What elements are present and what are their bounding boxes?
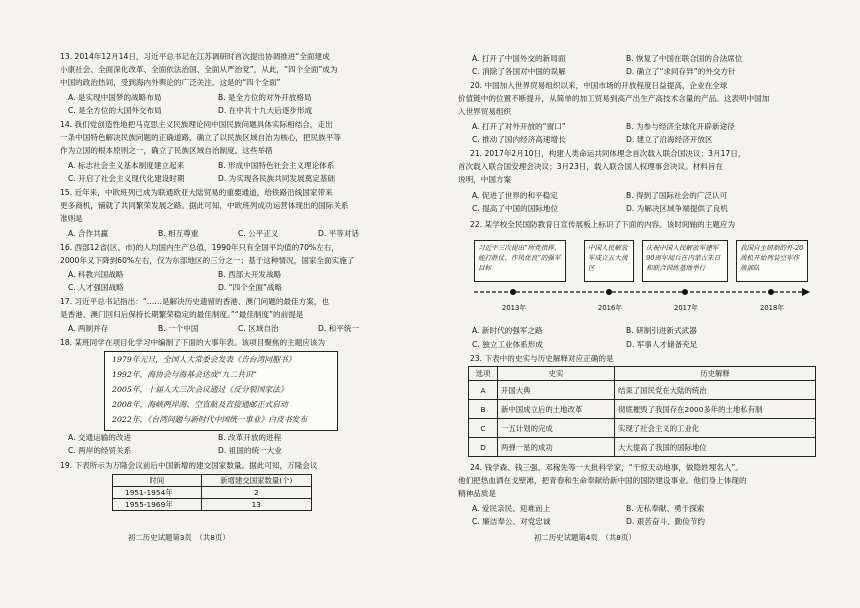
q15-text: 更多商机，铺就了共同繁荣发展之路。据此可知，中欧班列成功运营体现出的国际关系 [60,201,349,210]
q18-event: 1979年元旦，全国人大常委会发表《告台湾同胞书》 [112,355,296,364]
q22-timeline-card: 庆祝中国人民解放军建军90周年阅兵在内蒙古朱日和联合训练基地举行 [642,240,728,282]
table-cell: 彻底摧毁了我国存在2000多年的土地私有制 [615,400,816,419]
q22-option-c: C. 独立工业体系形成 [472,340,543,349]
q22-text: 22. 某学校全民国防教育日宣传展板上标识了下面的内容。该时间轴的主题应为 [470,220,736,229]
table-cell: C [469,419,498,438]
q15-option-c: C. 公平正义 [238,229,279,238]
q13-text: 小康社会、全面深化改革、全面依法治国、全面从严治党”，从此，“四个全面”成为 [60,65,338,74]
timeline-dot [682,289,688,295]
table-header: 选项 [469,367,498,381]
q19-option-b: B. 恢复了中国在联合国的合法席位 [626,54,743,63]
table-cell: B [469,400,498,419]
q13-option-b: B. 是全方位的对外开放格局 [218,93,312,102]
q14-option-b: B. 形成中国特色社会主义理论体系 [218,161,335,170]
q16-option-a: A. 科教兴国战略 [68,270,124,279]
q19-text: 19. 下表所示为万隆会议前后中国新增的建交国家数量。据此可知，万隆会议 [60,461,318,470]
q22-timeline-card: 习近平三次提出“所党指挥、能打胜仗、作风优良”的强军目标 [474,240,566,282]
q13-text: 中国的政治热词，受到海内外舆论的广泛关注。这是的“四个全面” [60,78,281,87]
page-footer: 初二历史试题第4页 （共8页） [534,533,636,542]
q14-text: 作为立国的根本原则之一，确立了民族区域自治制度。这些举措 [60,146,273,155]
q15-text: 15. 近年来，中欧班列已成为联通欧亚大陆贸易的重要通道，给铁路沿线国家带来 [60,188,333,197]
table-cell: D [469,438,498,457]
q16-text: 2000年又下降到60%左右，仅为东部地区的三分之一；基于这种情况，国家全面实施了 [60,256,355,265]
q18-option-c: C. 两岸的经贸关系 [68,446,132,455]
q15-option-d: D. 平等对话 [318,229,360,238]
q17-text: 是香港、澳门回归后保持长期繁荣稳定的最佳制度。”“最佳制度”的前提是 [60,310,304,319]
table-header: 时间 [113,475,202,487]
table-row [469,381,816,400]
table-cell: 13 [201,499,311,511]
table-cell: 1951-1954年 [113,487,202,499]
q21-text: 21. 2017年2月10日，构建人类命运共同体理念首次载入联合国决议；3月17日， [470,149,746,158]
q16-option-b: B. 西部大开发战略 [218,270,282,279]
q19-option-d: D. 确立了“求同存异”的外交方针 [626,67,736,76]
table-cell: 大大提高了我国的国际地位 [615,438,816,457]
q19-option-c: C. 消除了各国对中国的误解 [472,67,566,76]
q20-option-b: B. 为参与经济全球化开辟新途径 [626,122,735,131]
q24-text: 24. 钱学森、钱三强、邓稼先等一大批科学家，“干惊天动地事，做隐姓埋名人”。 [470,463,743,472]
table-row [469,419,816,438]
q20-option-c: C. 推动了国内经济高速增长 [472,135,566,144]
table-cell: 实现了社会主义的工业化 [615,419,816,438]
table-cell: 开国大典 [498,381,615,400]
q18-event: 2022年，《台湾问题与新时代中国统一事业》白皮书发布 [112,415,308,424]
timeline-year: 2016年 [598,304,623,312]
q18-event: 2008年，海峡两岸海、空直航及直接通邮正式启动 [112,400,288,409]
q22-option-a: A. 新时代的强军之路 [472,326,543,335]
q17-option-c: C. 区域自治 [238,324,279,333]
q18-event: 2005年，十届人大三次会议通过《反分裂国家法》 [112,385,288,394]
table-cell: 1955-1969年 [113,499,202,511]
table-header: 新增建交国家数量(个) [201,475,311,487]
timeline-dot [606,289,612,295]
q16-text: 16. 西部12省(区、市)的人均国内生产总值，1990年只有全国平均值的70%左右， [60,243,339,252]
table-cell: 结束了国民党在大陆的统治 [615,381,816,400]
q23-text: 23. 下表中的史实与历史解释对应正确的是 [470,354,614,363]
table-row [113,499,312,511]
table-header: 历史解释 [615,367,816,381]
timeline-year: 2017年 [674,304,699,312]
timeline-year: 2013年 [502,304,527,312]
page-footer: 初二历史试题第3页 （共8页） [128,533,230,542]
q21-text: 首次载入联合国安理会决议；3月23日，载入联合国人权理事会决议。材料旨在 [458,162,724,171]
table-cell: 两弹一星的成功 [498,438,615,457]
q15-text: 准则是 [60,214,83,223]
table-cell: 一五计划的完成 [498,419,615,438]
q19-option-a: A. 打开了中国外交的新局面 [472,54,566,63]
table-header: 史实 [498,367,615,381]
q13-option-a: A. 是实现中国梦的战略布局 [68,93,162,102]
q19-table [112,474,312,511]
q16-option-c: C. 人才强国战略 [68,283,124,292]
q13-option-c: C. 是全方位的大国外交布局 [68,106,162,115]
timeline-dot [510,289,516,295]
q22-option-b: B. 研制引进新式武器 [626,326,697,335]
q14-option-d: D. 为实现各民族共同发展奠定基础 [218,174,335,183]
q21-option-d: D. 为解决区域争端提供了良机 [626,204,728,213]
q17-text: 17. 习近平总书记指出：“……是解决历史遗留的香港、澳门问题的最佳方案，也 [60,297,330,306]
q20-text: 入世界贸易组织 [458,107,512,116]
q20-text: 20. 中国加入世界贸易组织以来，中国市场的开放程度日益提高，企业在全球 [470,81,728,90]
q20-text: 价值链中的位置不断提升，从简单的加工贸易到高产出生产高技术含量的产品。这表明中国加 [458,94,770,103]
q14-text: 14. 我们党创造性地把马克思主义民族理论同中国民族问题具体实际相结合，走出 [60,120,333,129]
q24-option-a: A. 爱民亲民、迎难而上 [472,504,551,513]
q23-table [468,366,816,457]
q18-option-d: D. 祖国的统一大业 [218,446,282,455]
q18-option-b: B. 改革开放的进程 [218,433,282,442]
q17-option-a: A. 两制并存 [68,324,109,333]
q22-option-d: D. 军事人才储备充足 [626,340,698,349]
table-row [469,438,816,457]
q20-option-a: A. 打开了对外开放的“窗口” [472,122,566,131]
timeline-year: 2018年 [760,304,785,312]
table-row [469,367,816,381]
q24-option-d: D. 艰苦奋斗、勤俭节约 [626,517,706,526]
q14-option-c: C. 开启了社会主义现代化建设时期 [68,174,185,183]
q21-option-c: C. 提高了中国的国际地位 [472,204,559,213]
q18-text: 18. 某班同学在项目化学习中编制了下面的大事年表。该项目聚焦的主题应该为 [60,338,326,347]
right-exam-page [430,0,860,608]
q22-timeline-card: 我国自主研制的歼-20战机开始列装空军作战部队 [736,240,808,282]
q18-option-a: A. 交通运输的改进 [68,433,132,442]
q21-option-b: B. 得到了国际社会的广泛认可 [626,191,728,200]
q15-option-b: B. 相互尊重 [158,229,199,238]
q18-event: 1992年，海协会与海基会达成“九二共识” [112,370,257,379]
q24-option-c: C. 廉洁奉公、对党忠诚 [472,517,551,526]
q20-option-d: D. 建立了沿海经济开放区 [626,135,713,144]
q15-option-a: A. 合作共赢 [68,229,109,238]
table-row [113,475,312,487]
q21-option-a: A. 促进了世界的和平稳定 [472,191,558,200]
table-cell: 新中国成立后的土地改革 [498,400,615,419]
q16-option-d: D. “四个全面”战略 [218,283,283,292]
q13-option-d: D. 在中共十九大后逐步形成 [218,106,313,115]
table-cell: A [469,381,498,400]
q17-option-b: B. 一个中国 [158,324,199,333]
table-row [113,487,312,499]
table-row [469,400,816,419]
q24-text: 他们把热血洒在戈壁滩，把青春和生命奉献给新中国的国防建设事业。他们身上体现的 [458,476,747,485]
q14-text: 一条中国特色解决民族问题的正确道路，确立了以民族区域自治为核心，把民族平等 [60,133,341,142]
q21-text: 说明，中国方案 [458,175,512,184]
q17-option-d: D. 和平统一 [318,324,360,333]
q24-text: 精神品质是 [458,489,496,498]
q24-option-b: B. 无私奉献、勇于探索 [626,504,705,513]
q22-timeline-card: 中国人民解放军成立五大战区 [584,240,634,282]
q14-option-a: A. 标志社会主义基本制度建立起来 [68,161,185,170]
table-cell: 2 [201,487,311,499]
q13-text: 13. 2014年12月14日，习近平总书记在江苏调研时首次提出协调推进“全面建成 [60,52,330,61]
q22-timeline-axis [470,284,810,300]
timeline-dot [768,289,774,295]
